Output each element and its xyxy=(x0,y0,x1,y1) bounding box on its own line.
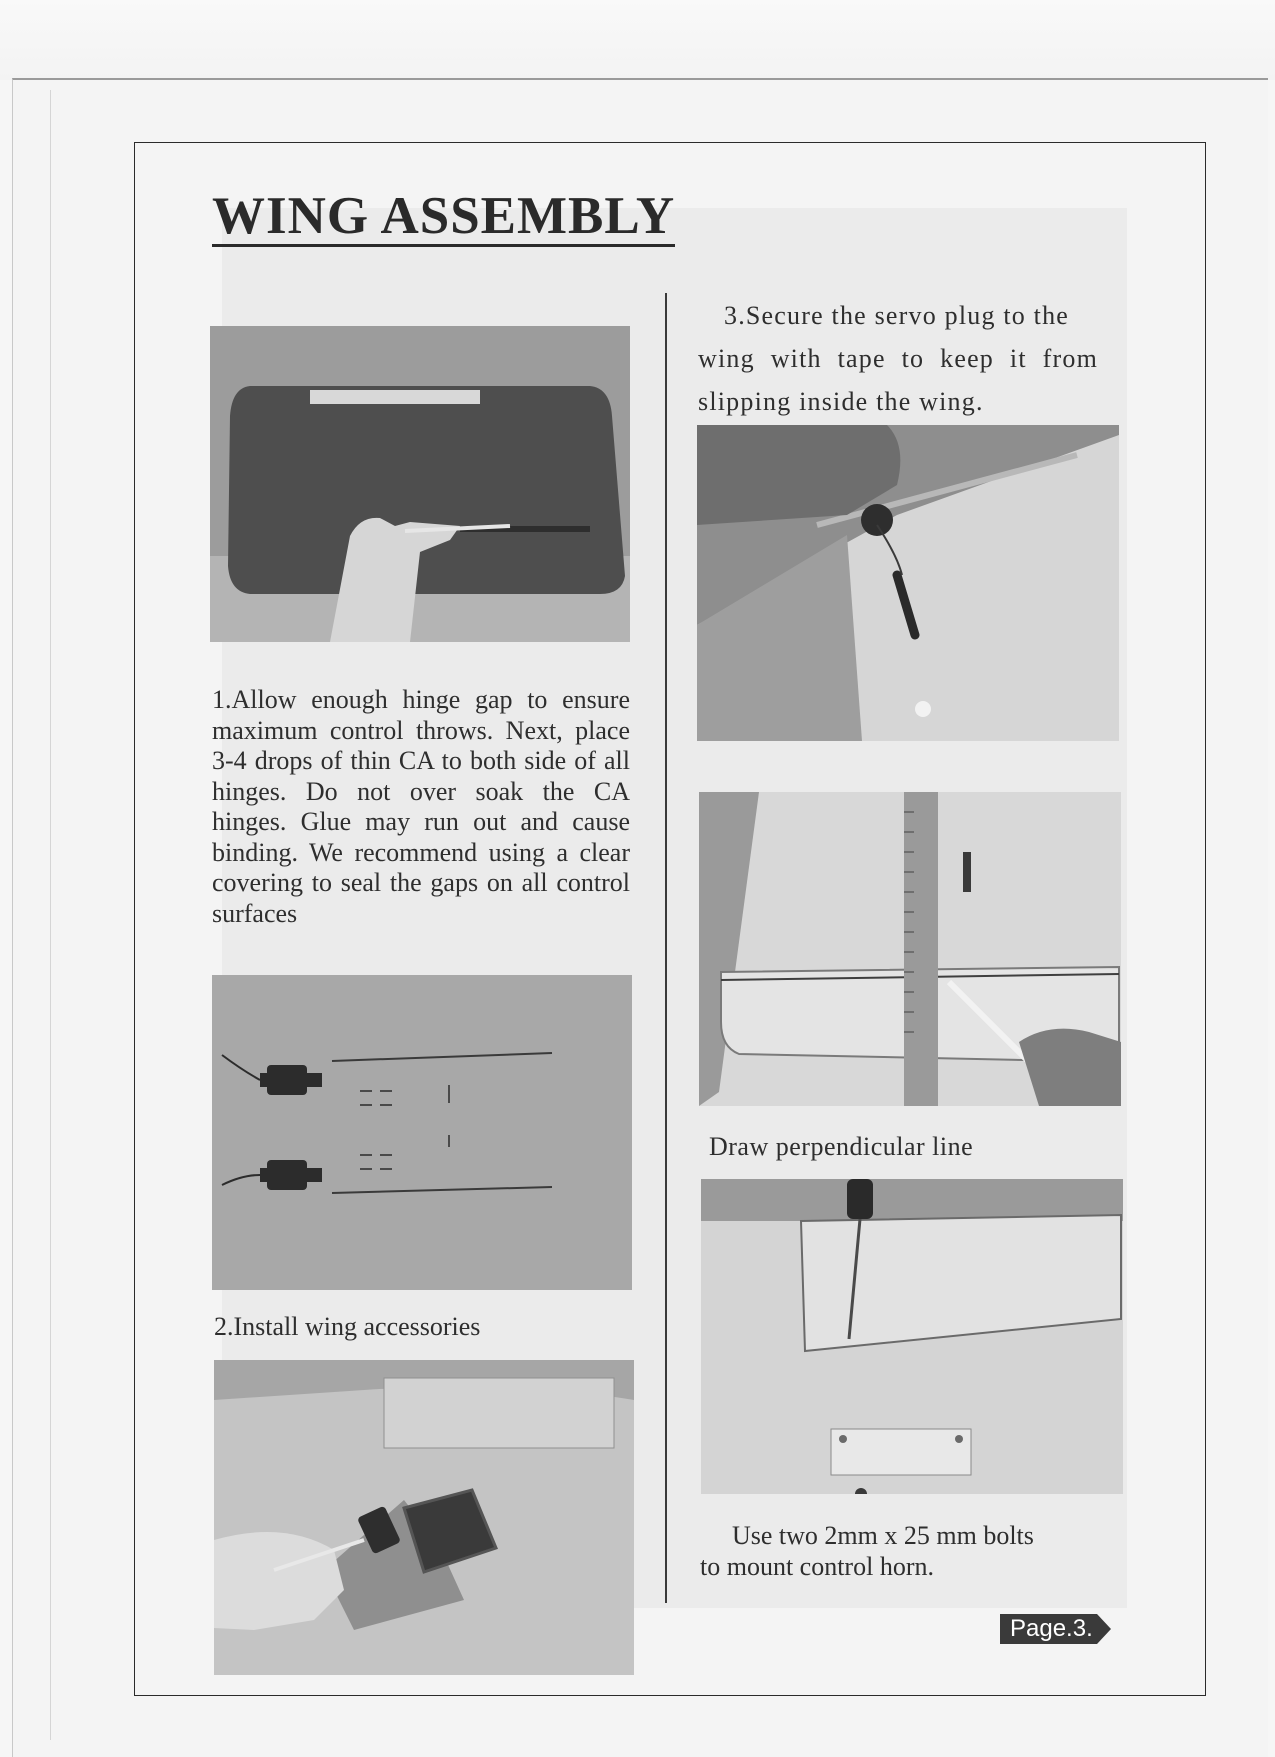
wing-accessories-photo xyxy=(212,975,632,1290)
page-number-label: Page.3. xyxy=(1000,1614,1097,1644)
page-title: WING ASSEMBLY xyxy=(212,187,676,245)
servo-install-photo xyxy=(214,1360,634,1675)
column-divider xyxy=(665,293,667,1603)
step2-caption: 2.Install wing accessories xyxy=(214,1312,481,1341)
wing-hinge-photo xyxy=(210,326,630,642)
step1-instructions: 1.Allow enough hinge gap to ensure maximum control throws. Next, place 3-4 drops of thin CA to both side of all hinges. Do not over soak the CA hinges. Glue may run out and cause binding. We recommend using a clear covering to seal the gaps on all control surfaces xyxy=(212,685,630,928)
bolts-instructions xyxy=(700,1520,1034,1582)
step3-instructions xyxy=(698,294,1098,423)
page-arrow-icon xyxy=(1097,1614,1111,1644)
bolts-line-1: Use two 2mm x 25 mm bolts xyxy=(732,1521,1034,1550)
draw-line-caption: Draw perpendicular line xyxy=(709,1132,974,1161)
ruler-line-photo xyxy=(699,792,1121,1106)
step3-line-1: 3.Secure the servo plug to the xyxy=(724,301,1070,330)
control-horn-photo xyxy=(701,1179,1123,1494)
bolts-line-2: to mount control horn. xyxy=(700,1552,934,1581)
step3-line-2: wing with tape to keep it from xyxy=(698,344,1098,373)
scan-margin-top xyxy=(0,0,1275,80)
page-fold-line xyxy=(50,90,51,1740)
page-number-badge xyxy=(1000,1614,1111,1644)
servo-plug-photo xyxy=(697,425,1119,741)
step3-line-3: slipping inside the wing. xyxy=(698,387,984,416)
